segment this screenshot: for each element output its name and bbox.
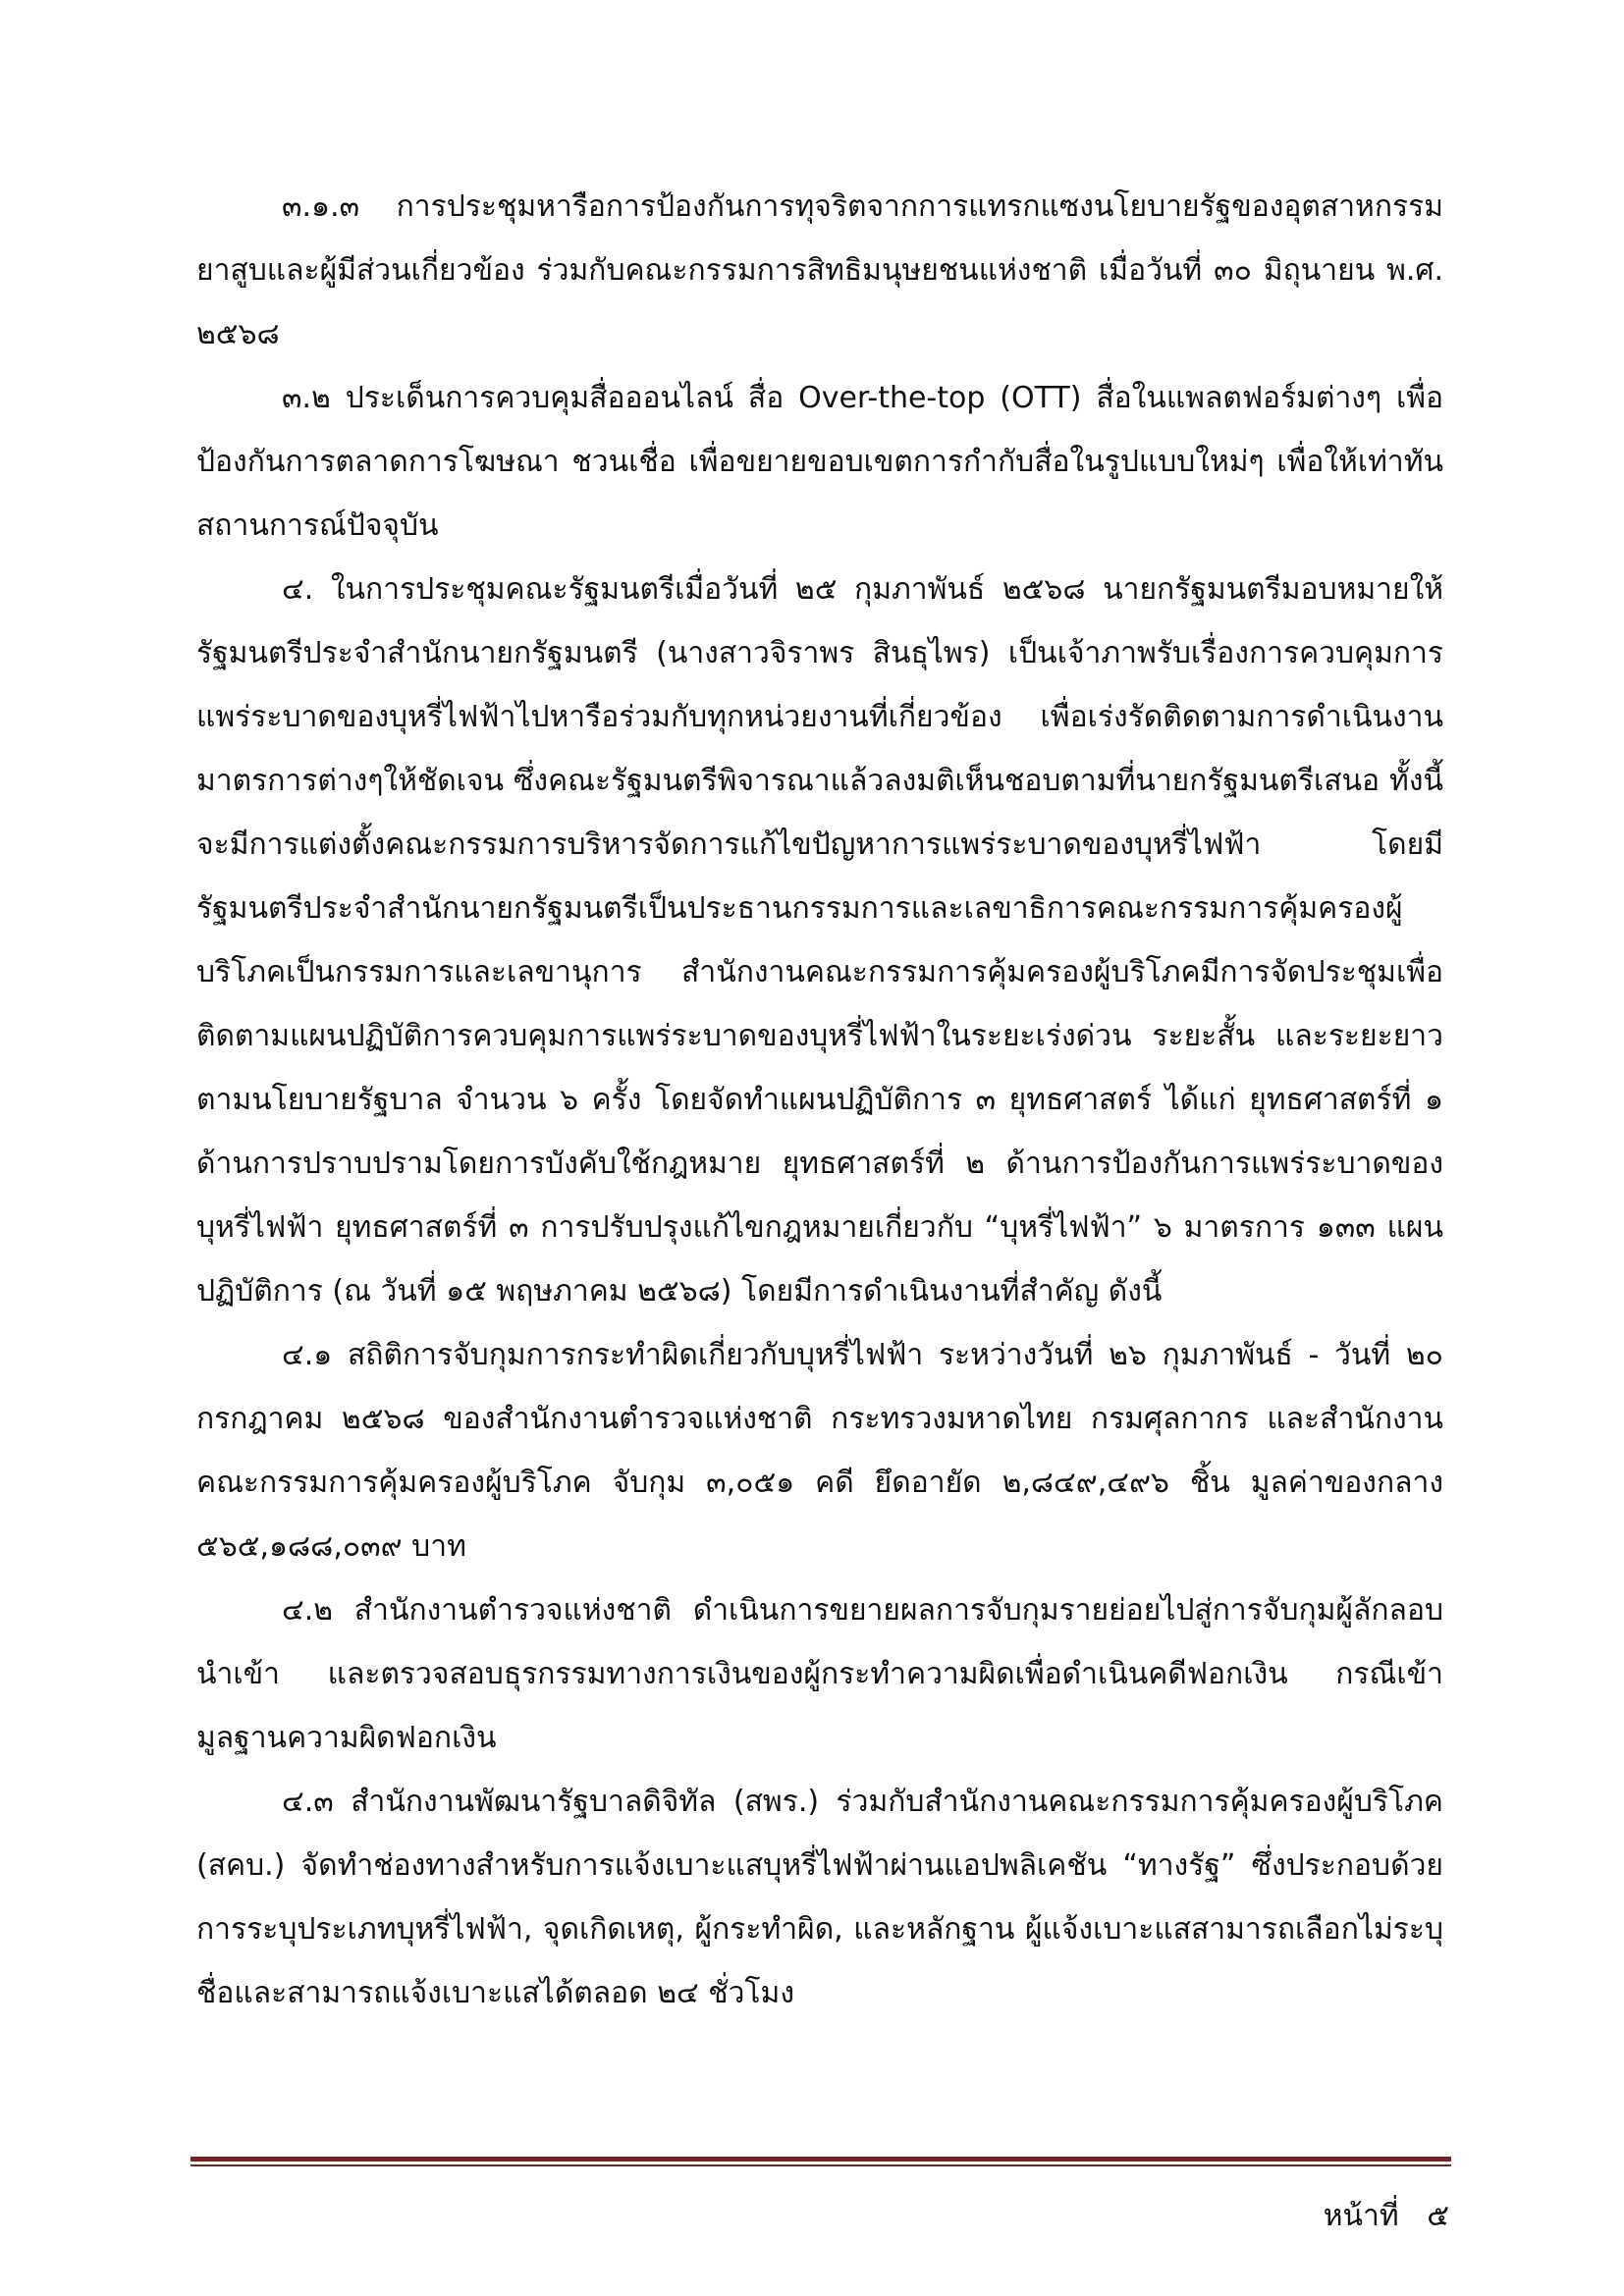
footer-divider [190, 2157, 1451, 2166]
page-label: หน้าที่ [1323, 2199, 1399, 2233]
paragraph-4-3: ๔.๓ สำนักงานพัฒนารัฐบาลดิจิทัล (สพร.) ร่วมกับสำนักงานคณะกรรมการคุ้มครองผู้บริโภค (สคบ.) จัดทำช่องทางสำหรับการแจ้งเบาะแสบุหรี่ไฟฟ้าผ่านแอปพลิเคชัน “ทางรัฐ” ซึ่งประกอบด้วยการระบุประเภทบุหรี่ไฟฟ้า, จุดเกิดเหตุ, ผู้กระทำผิด, และหลักฐาน ผู้แจ้งเบาะแสสามารถเลือกไม่ระบุชื่อและสามารถแจ้งเบาะแสได้ตลอด ๒๔ ชั่วโมง [196, 1785, 1443, 2010]
paragraph-4: ๔. ในการประชุมคณะรัฐมนตรีเมื่อวันที่ ๒๕ กุมภาพันธ์ ๒๕๖๘ นายกรัฐมนตรีมอบหมายให้รัฐมนตรีประจำสำนักนายกรัฐมนตรี (นางสาวจิราพร สินธุไพร) เป็นเจ้าภาพรับเรื่องการควบคุมการแพร่ระบาดของบุหรี่ไฟฟ้าไปหารือร่วมกับทุกหน่วยงานที่เกี่ยวข้อง เพื่อเร่งรัดติดตามการดำเนินงานมาตรการต่างๆให้ชัดเจน ซึ่งคณะรัฐมนตรีพิจารณาแล้วลงมติเห็นชอบตามที่นายกรัฐมนตรีเสนอ ทั้งนี้ จะมีการแต่งตั้งคณะกรรมการบริหารจัดการแก้ไขปัญหาการแพร่ระบาดของบุหรี่ไฟฟ้า โดยมีรัฐมนตรีประจำสำนักนายกรัฐมนตรีเป็นประธานกรรมการและเลขาธิการคณะกรรมการคุ้มครองผู้บริโภคเป็นกรรมการและเลขานุการ สำนักงานคณะกรรมการคุ้มครองผู้บริโภคมีการจัดประชุมเพื่อติดตามแผนปฏิบัติการควบคุมการแพร่ระบาดของบุหรี่ไฟฟ้าในระยะเร่งด่วน ระยะสั้น และระยะยาวตามนโยบายรัฐบาล จำนวน ๖ ครั้ง โดยจัดทำแผนปฏิบัติการ ๓ ยุทธศาสตร์ ได้แก่ ยุทธศาสตร์ที่ ๑ ด้านการปราบปรามโดยการบังคับใช้กฎหมาย ยุทธศาสตร์ที่ ๒ ด้านการป้องกันการแพร่ระบาดของบุหรี่ไฟฟ้า ยุทธศาสตร์ที่ ๓ การปรับปรุงแก้ไขกฎหมายเกี่ยวกับ “บุหรี่ไฟฟ้า” ๖ มาตรการ ๑๓๓ แผนปฏิบัติการ (ณ วันที่ ๑๕ พฤษภาคม ๒๕๖๘) โดยมีการดำเนินงานที่สำคัญ ดังนี้ [196, 572, 1443, 1308]
page-footer [1324, 2193, 1449, 2239]
page-number: ๕ [1427, 2199, 1449, 2233]
paragraph-4-1: ๔.๑ สถิติการจับกุมการกระทำผิดเกี่ยวกับบุหรี่ไฟฟ้า ระหว่างวันที่ ๒๖ กุมภาพันธ์ - วันที่ ๒๐ กรกฎาคม ๒๕๖๘ ของสำนักงานตำรวจแห่งชาติ กระทรวงมหาดไทย กรมศุลกากร และสำนักงานคณะกรรมการคุ้มครองผู้บริโภค จับกุม ๓,๐๕๑ คดี ยึดอายัด ๒,๘๔๙,๔๙๖ ชิ้น มูลค่าของกลาง ๕๖๕,๑๘๘,๐๓๙ บาท [196, 1338, 1443, 1564]
paragraph-3-2: ๓.๒ ประเด็นการควบคุมสื่อออนไลน์ สื่อ Over-the-top (OTT) สื่อในแพลตฟอร์มต่างๆ เพื่อป้องกันการตลาดการโฆษณา ชวนเชื่อ เพื่อขยายขอบเขตการกำกับสื่อในรูปแบบใหม่ๆ เพื่อให้เท่าทันสถานการณ์ปัจจุบัน [196, 381, 1443, 543]
paragraph-3-1-3: ๓.๑.๓ การประชุมหารือการป้องกันการทุจริตจากการแทรกแซงนโยบายรัฐของอุตสาหกรรมยาสูบและผู้มีส่วนเกี่ยวข้อง ร่วมกับคณะกรรมการสิทธิมนุษยชนแห่งชาติ เมื่อวันที่ ๓๐ มิถุนายน พ.ศ. ๒๕๖๘ [196, 189, 1443, 351]
paragraph-4-2: ๔.๒ สำนักงานตำรวจแห่งชาติ ดำเนินการขยายผลการจับกุมรายย่อยไปสู่การจับกุมผู้ลักลอบนำเข้า และตรวจสอบธุรกรรมทางการเงินของผู้กระทำความผิดเพื่อดำเนินคดีฟอกเงิน กรณีเข้ามูลฐานความผิดฟอกเงิน [196, 1593, 1443, 1755]
document-body [196, 175, 1443, 2025]
